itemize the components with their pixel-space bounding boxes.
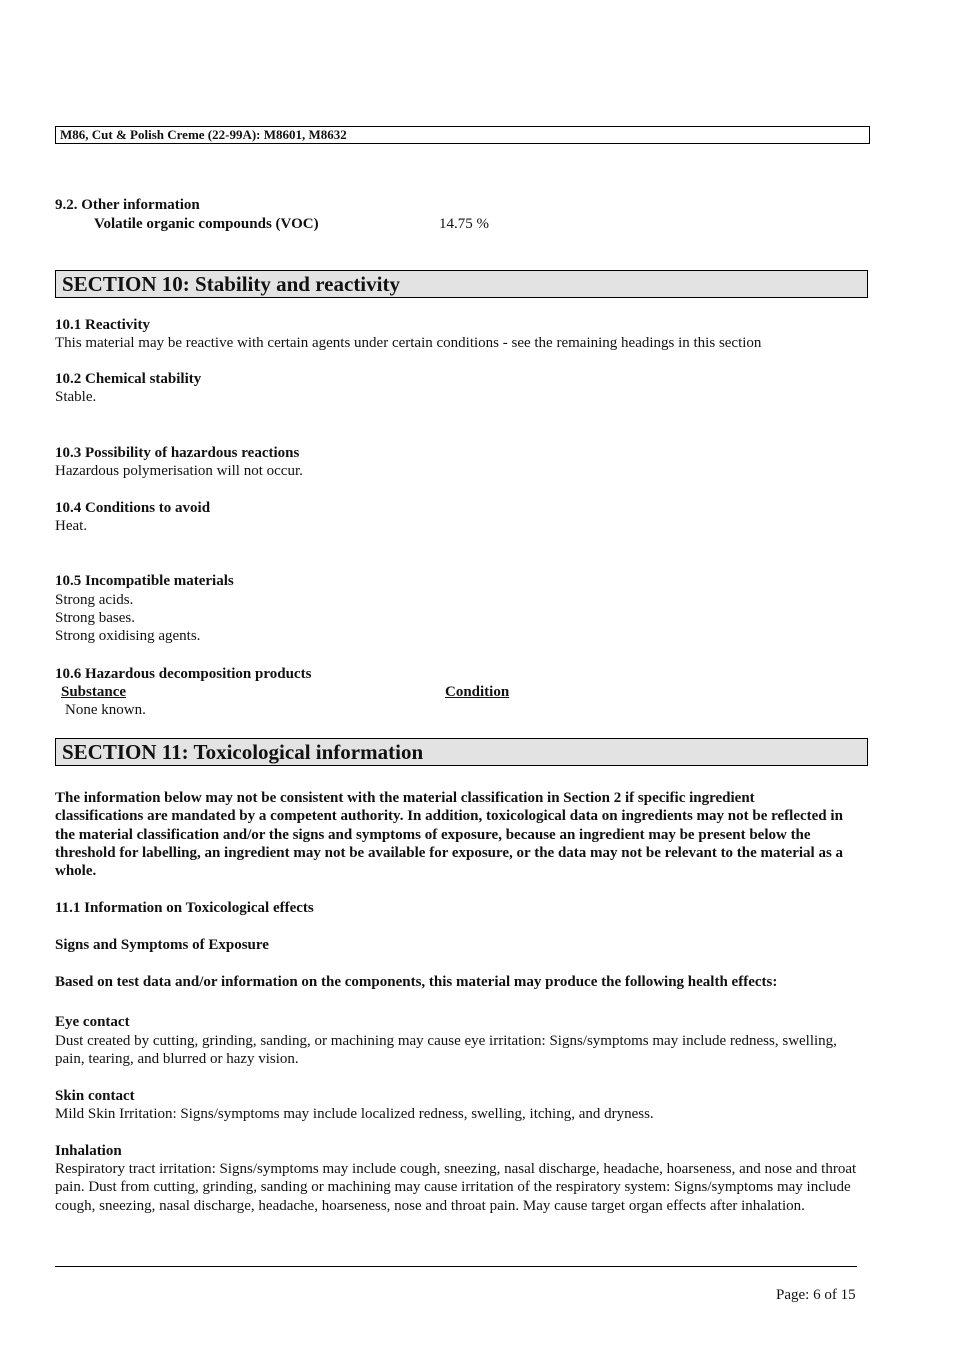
chemical-stability-heading: 10.2 Chemical stability bbox=[55, 371, 202, 387]
eye-contact-text: Dust created by cutting, grinding, sanding, or machining may cause eye irritation: Signs/symptoms may include redness, swelling, pain, tearing, and blurred or hazy vision. bbox=[55, 1033, 837, 1068]
skin-contact-heading: Skin contact bbox=[55, 1088, 135, 1104]
decomposition-products-heading: 10.6 Hazardous decomposition products bbox=[55, 666, 312, 682]
section-9-2-heading: 9.2. Other information bbox=[55, 197, 200, 213]
inhalation-heading: Inhalation bbox=[55, 1143, 122, 1159]
inhalation-text: Respiratory tract irritation: Signs/symptoms may include cough, sneezing, nasal discharge, headache, hoarseness, and nose and throat pain. Dust from cutting, grinding, sanding or machining may cause irritation of the respiratory system: Signs/symptoms may include cough, sneezing, nasal discharge, headache, hoarseness, nose and throat pain. May cause target organ effects after inhalation. bbox=[55, 1161, 857, 1214]
skin-contact-text: Mild Skin Irritation: Signs/symptoms may include localized redness, swelling, itching, and dryness. bbox=[55, 1106, 654, 1122]
decomposition-value: None known. bbox=[65, 702, 146, 718]
eye-contact-heading: Eye contact bbox=[55, 1014, 130, 1030]
voc-value: 14.75 % bbox=[439, 216, 489, 232]
section-11-title: SECTION 11: Toxicological information bbox=[55, 738, 868, 766]
condition-column-header: Condition bbox=[445, 684, 510, 700]
chemical-stability-text: Stable. bbox=[55, 389, 97, 405]
voc-label: Volatile organic compounds (VOC) bbox=[94, 216, 319, 232]
document-header: M86, Cut & Polish Creme (22-99A): M8601, M8632 bbox=[55, 126, 870, 144]
incompatible-materials-heading: 10.5 Incompatible materials bbox=[55, 573, 234, 589]
page-number: Page: 6 of 15 bbox=[776, 1287, 856, 1303]
incompatible-item: Strong acids. bbox=[55, 592, 134, 608]
conditions-to-avoid-text: Heat. bbox=[55, 518, 88, 534]
substance-column-header: Substance bbox=[61, 684, 127, 700]
hazardous-reactions-text: Hazardous polymerisation will not occur. bbox=[55, 463, 303, 479]
conditions-to-avoid-heading: 10.4 Conditions to avoid bbox=[55, 500, 211, 516]
section-10-title: SECTION 10: Stability and reactivity bbox=[55, 270, 868, 298]
toxicological-effects-heading: 11.1 Information on Toxicological effects bbox=[55, 900, 314, 916]
reactivity-text: This material may be reactive with certain agents under certain conditions - see the remaining headings in this section bbox=[55, 335, 762, 351]
reactivity-heading: 10.1 Reactivity bbox=[55, 317, 150, 333]
incompatible-item: Strong oxidising agents. bbox=[55, 628, 201, 644]
footer-divider bbox=[55, 1266, 857, 1267]
incompatible-item: Strong bases. bbox=[55, 610, 135, 626]
toxicology-intro: The information below may not be consistent with the material classification in Section 2 if specific ingredient classifications are mandated by a competent authority. In addition, toxicological data on ingredients may not be reflected in the material classification and/or the signs and symptoms of exposure, because an ingredient may be present below the threshold for labelling, an ingredient may not be available for exposure, or the data may not be relevant to the material as a whole. bbox=[55, 790, 844, 880]
health-effects-statement: Based on test data and/or information on the components, this material may produce the following health effects: bbox=[55, 974, 778, 990]
hazardous-reactions-heading: 10.3 Possibility of hazardous reactions bbox=[55, 445, 300, 461]
signs-symptoms-heading: Signs and Symptoms of Exposure bbox=[55, 937, 269, 953]
